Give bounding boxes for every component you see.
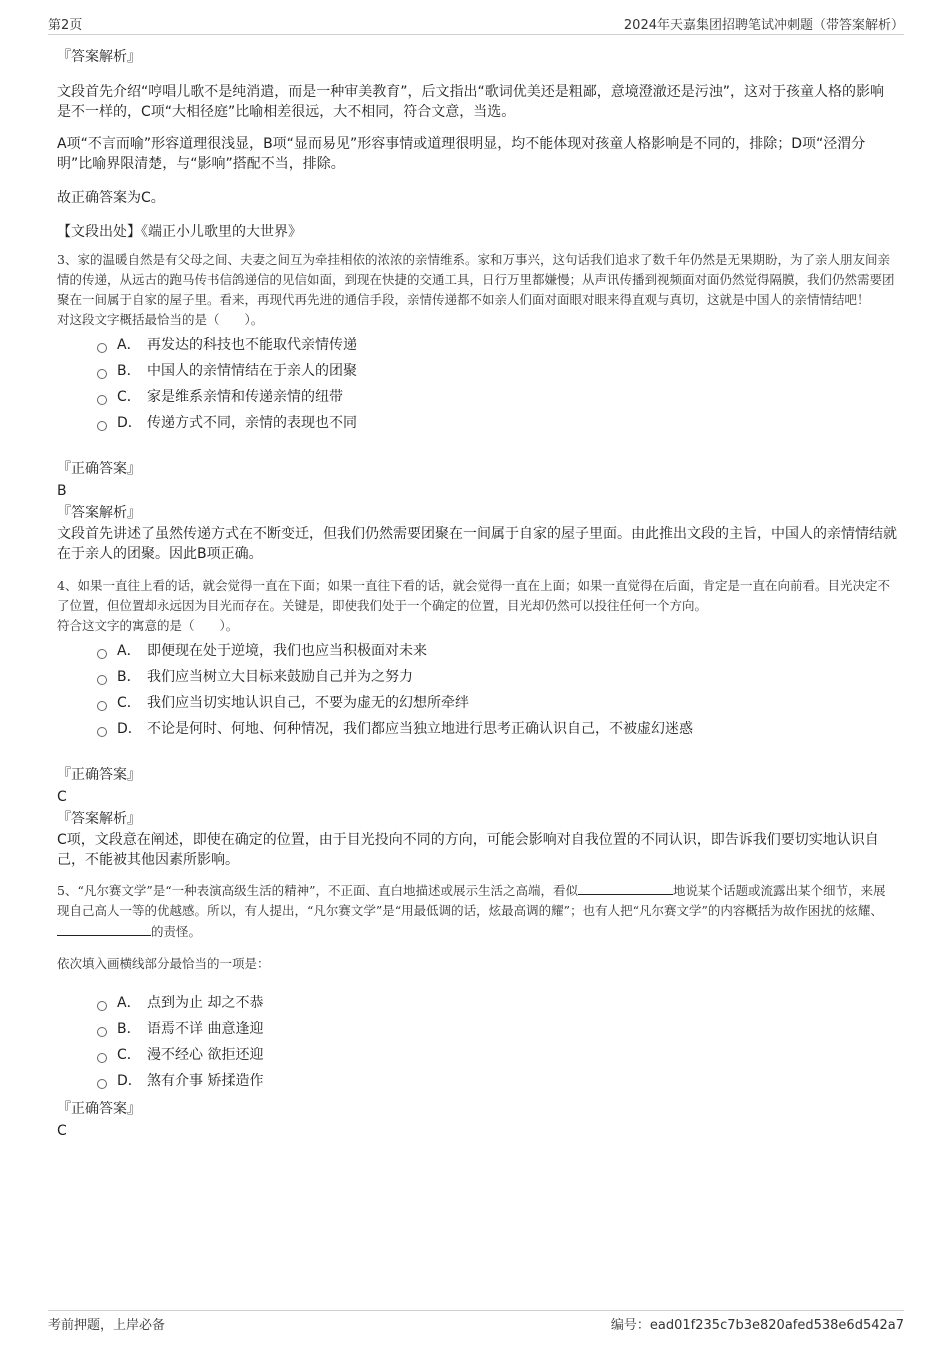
footer-slogan: 考前押题，上岸必备 xyxy=(48,1318,166,1333)
radio-icon[interactable] xyxy=(97,727,107,737)
option-c[interactable]: C． 我们应当切实地认识自己，不要为虚无的幻想所牵绊 xyxy=(97,690,897,716)
radio-icon[interactable] xyxy=(97,649,107,659)
option-a[interactable]: A． 点到为止 却之不恭 xyxy=(97,990,897,1016)
radio-icon[interactable] xyxy=(97,675,107,685)
analysis-paragraph: 文段首先介绍“哼唱儿歌不是纯消遣，而是一种审美教育”，后文指出“歌词优美还是粗鄙，意境澄澈还是污浊”，这对于孩童人格的影响是不一样的，C项“大相径庭”比喻相差很远，大不相同，符合文意，当选。 xyxy=(57,84,885,120)
question-5-prompt: 依次填入画横线部分最恰当的一项是： xyxy=(57,956,270,971)
source-note: 【文段出处】《端正小儿歌里的大世界》 xyxy=(57,224,302,240)
question-5-options xyxy=(97,990,897,1094)
page-footer xyxy=(48,1310,904,1335)
correct-answer-label: 『正确答案』 xyxy=(57,461,141,477)
correct-answer: C xyxy=(57,789,67,805)
radio-icon[interactable] xyxy=(97,369,107,379)
option-d[interactable]: D． 不论是何时、何地、何种情况，我们都应当独立地进行思考正确认识自己，不被虚幻迷惑 xyxy=(97,716,897,742)
page-content xyxy=(57,44,897,1142)
question-5-stem: 5、“凡尔赛文学”是“一种表演高级生活的精神”，不正面、直白地描述或展示生活之高端，看似 地说某个话题或流露出某个细节，来展现自己高人一等的优越感。所以，有人提出，“凡尔赛文学”是“用最低调的话，炫最高调的耀”；也有人把“凡尔赛文学”的内容概括为故作困扰的炫耀、的责怪。 xyxy=(57,880,897,942)
question-3-analysis: 文段首先讲述了虽然传递方式在不断变迁，但我们仍然需要团聚在一间属于自家的屋子里面。由此推出文段的主旨，中国人的亲情情结就在于亲人的团聚。因此B项正确。 xyxy=(57,526,897,562)
option-c[interactable]: C． 漫不经心 欲拒还迎 xyxy=(97,1042,897,1068)
radio-icon[interactable] xyxy=(97,1053,107,1063)
radio-icon[interactable] xyxy=(97,701,107,711)
radio-icon[interactable] xyxy=(97,395,107,405)
option-b[interactable]: B． 语焉不详 曲意逢迎 xyxy=(97,1016,897,1042)
page-number: 第2页 xyxy=(48,18,83,33)
radio-icon[interactable] xyxy=(97,421,107,431)
document-title: 2024年天嘉集团招聘笔试冲刺题（带答案解析） xyxy=(623,18,904,33)
radio-icon[interactable] xyxy=(97,1001,107,1011)
analysis-conclusion: 故正确答案为C。 xyxy=(57,190,165,206)
question-4-prompt: 符合这文字的寓意的是（ ）。 xyxy=(57,618,239,633)
option-b[interactable]: B． 我们应当树立大目标来鼓励自己并为之努力 xyxy=(97,664,897,690)
option-d[interactable]: D． 煞有介事 矫揉造作 xyxy=(97,1068,897,1094)
analysis-label: 『答案解析』 xyxy=(57,49,141,65)
question-4-stem: 4、如果一直往上看的话，就会觉得一直在下面；如果一直往下看的话，就会觉得一直在上面；如果一直觉得在后面，肯定是一直在向前看。目光决定不了位置，但位置却永远因为目光而存在。关键是，即使我们处于一个确定的位置，目光却仍然可以投往任何一个方向。 xyxy=(57,578,890,613)
correct-answer: B xyxy=(57,483,67,499)
question-4-options xyxy=(97,638,897,742)
page-header xyxy=(48,12,904,35)
analysis-paragraph: A项“不言而喻”形容道理很浅显，B项“显而易见”形容事情或道理很明显，均不能体现对孩童人格影响是不同的，排除；D项“泾渭分明”比喻界限清楚，与“影响”搭配不当，排除。 xyxy=(57,136,866,172)
radio-icon[interactable] xyxy=(97,343,107,353)
fill-blank-2 xyxy=(57,921,151,936)
radio-icon[interactable] xyxy=(97,1027,107,1037)
question-3-stem: 3、家的温暖自然是有父母之间、夫妻之间互为牵挂相依的浓浓的亲情维系。家和万事兴，这句话我们追求了数千年仍然是无果期盼，为了亲人朋友间亲情的传递，从远古的跑马传书信鸽递信的见信如面，到现在快捷的交通工具，日行万里都嫌慢；从声讯传播到视频面对面仍然觉得隔膜，我们仍然需要团聚在一间属于自家的屋子里。看来，再现代再先进的通信手段，亲情传递都不如亲人们面对面眼对眼来得直观与真切，这就是中国人的亲情情结吧！ xyxy=(57,252,895,307)
option-a[interactable]: A． 即便现在处于逆境，我们也应当积极面对未来 xyxy=(97,638,897,664)
fill-blank-1 xyxy=(578,880,673,895)
radio-icon[interactable] xyxy=(97,1079,107,1089)
option-d[interactable]: D． 传递方式不同，亲情的表现也不同 xyxy=(97,410,897,436)
correct-answer-label: 『正确答案』 xyxy=(57,767,141,783)
document-id: 编号：ead01f235c7b3e820afed538e6d542a7 xyxy=(610,1318,904,1333)
question-3-prompt: 对这段文字概括最恰当的是（ ）。 xyxy=(57,312,264,327)
correct-answer-label: 『正确答案』 xyxy=(57,1101,141,1117)
analysis-label: 『答案解析』 xyxy=(57,505,141,521)
question-3-options xyxy=(97,332,897,436)
option-b[interactable]: B． 中国人的亲情情结在于亲人的团聚 xyxy=(97,358,897,384)
question-4-analysis: C项，文段意在阐述，即使在确定的位置，由于目光投向不同的方向，可能会影响对自我位置的不同认识，即告诉我们要切实地认识自己，不能被其他因素所影响。 xyxy=(57,832,879,868)
option-a[interactable]: A． 再发达的科技也不能取代亲情传递 xyxy=(97,332,897,358)
option-c[interactable]: C． 家是维系亲情和传递亲情的纽带 xyxy=(97,384,897,410)
correct-answer: C xyxy=(57,1123,67,1139)
analysis-label: 『答案解析』 xyxy=(57,811,141,827)
